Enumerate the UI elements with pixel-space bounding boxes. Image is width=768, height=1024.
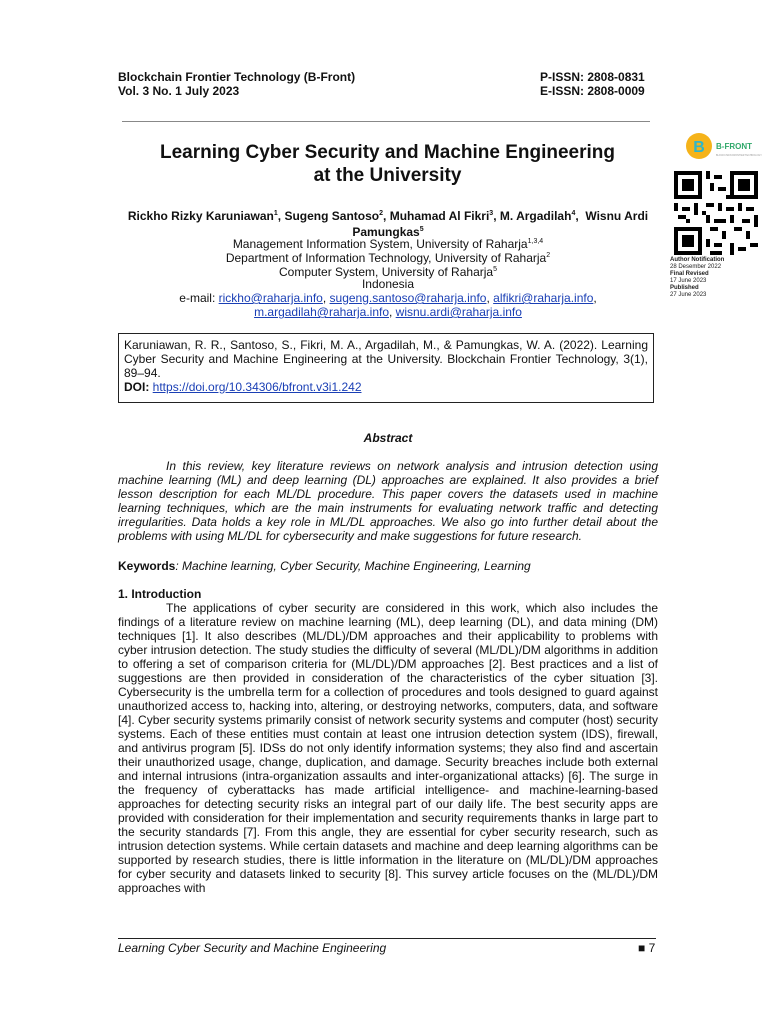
header-divider	[122, 121, 650, 122]
email-link[interactable]: m.argadilah@raharja.info	[254, 305, 389, 319]
section-heading: 1. Introduction	[118, 587, 202, 601]
author-name: M. Argadilah	[499, 209, 572, 223]
author-name: Muhamad Al Fikri	[389, 209, 490, 223]
doi-label: DOI:	[124, 380, 153, 394]
title-line-2: at the University	[313, 165, 462, 186]
email-link[interactable]: rickho@raharja.info	[218, 291, 323, 305]
email-link[interactable]: alfikri@raharja.info	[493, 291, 594, 305]
affiliation-2: Department of Information Technology, University of Raharja$^2$	[225, 251, 551, 265]
logo-subtext: BLOCKCHAIN FRONTIER TECHNOLOGY	[716, 154, 762, 157]
email-link[interactable]: wisnu.ardi@raharja.info	[395, 305, 522, 319]
title-line-1: Learning Cyber Security and Machine Engineering	[159, 142, 616, 163]
affiliation-1: Management Information System, University of Raharja$^{1,3,4}$	[232, 237, 544, 251]
affiliation-3: Computer System, University of Raharja$^5$	[279, 265, 497, 279]
journal-name: Blockchain Frontier Technology (B-Front)	[118, 70, 356, 84]
revised-date: 17 June 2023	[670, 278, 707, 284]
citation-text: Karuniawan, R. R., Santoso, S., Fikri, M. A., Argadilah, M., & Pamungkas, W. A. (2022). Learning Cyber Security and Machine Engineering at the University. Blockchain Frontier Technology, 3(1), 89–94.	[124, 338, 648, 380]
keywords	[118, 559, 658, 573]
keywords-label: Keywords	[118, 559, 176, 573]
notification-date: 28 Desember 2022	[670, 264, 722, 270]
revised-label: Final Revised	[670, 271, 709, 277]
published-label: Published	[670, 285, 699, 291]
author-name: Sugeng Santoso	[284, 209, 380, 223]
introduction-text: The applications of cyber security are considered in this work, which also includes the findings of a literature review on machine learning (ML), deep learning (DL), and data mining (DM) techniques [1]. It also describes (ML/DL)/DM approaches and their applicability to problems with cyber intrusion detection. The study studies the difficulty of several (ML/DL)/DM algorithms in addition to offering a set of comparison criteria for (ML/DL)/DM approaches [2]. Best practices and a list of suggestions are then provided in consideration of the characteristics of the cyber situation [3]. Cybersecurity is the umbrella term for a collection of procedures and tools designed to guard against unauthorized access to, hacking into, altering, or destroying networks, computers, data, and software [4]. Cyber security systems primarily consist of network security systems and computer (host) security systems. Each of these entities must contain at least one intrusion detection system (IDS), firewall, and antivirus program [5]. IDSs do not only identify information systems; they also find and ascertain their unauthorized usage, change, duplication, and damage. Security breaches include both external and internal intrusions (intra-organization assaults and inter-organizational attacks) [6]. The surge in the frequency of cyberattacks has made artificial intelligence- and machine-learning-based approaches for detecting security risks an integral part of our daily life. The best security apps are provided with consideration for their implementation and security requirements thanks in large part to the security standards [7]. From this angle, they are essential for cyber security research, such as intrusion detection systems. While certain datasets and machine and deep learning algorithms can be supported by research studies, there is little information in the literature on (ML/DL)/DM approaches for cyber security and datasets linked to security [8]. This survey article focuses on the (ML/DL)/DM approaches with	[118, 601, 658, 895]
journal-volume: Vol. 3 No. 1 July 2023	[118, 84, 240, 98]
notification-label: Author Notification	[670, 257, 725, 263]
footer-title: Learning Cyber Security and Machine Engineering	[118, 941, 387, 955]
svg-text:B: B	[693, 139, 705, 156]
footer-divider	[118, 938, 656, 939]
email-link[interactable]: sugeng.santoso@raharja.info	[329, 291, 487, 305]
doi-link[interactable]: https://doi.org/10.34306/bfront.v3i1.242	[152, 380, 362, 394]
email-line: e-mail: rickho@raharja.info, sugeng.santoso@raharja.info, alfikri@raharja.info, m.argadilah@raharja.info, wisnu.ardi@raharja.info	[179, 291, 597, 319]
logo-text: B-FRONT	[716, 142, 752, 151]
citation-box	[118, 333, 654, 403]
qr-code[interactable]	[674, 171, 758, 255]
page-number: ■ 7	[638, 941, 656, 955]
journal-logo	[684, 126, 762, 166]
affiliation-country: Indonesia	[361, 277, 415, 291]
published-date: 27 June 2023	[670, 292, 707, 298]
author-name: Rickho Rizky Karuniawan	[127, 209, 274, 223]
abstract-text: In this review, key literature reviews on network analysis and intrusion detection using machine learning (ML) and deep learning (DL) approaches are explained. It also provides a brief lesson description for each ML/DL procedure. This paper covers the datasets used in machine learning techniques, which are the main instruments for evaluating network traffic and detecting irregularities. Data holds a key role in ML/DL approaches. We also go into further detail about the problems with using ML/DL for cybersecurity and make suggestions for future research.	[118, 459, 658, 543]
keywords-text: : Machine learning, Cyber Security, Machine Engineering, Learning	[175, 559, 531, 573]
abstract-heading: Abstract	[363, 431, 413, 445]
pissn: P-ISSN: 2808-0831	[540, 70, 645, 84]
author-name: Wisnu Ardi Pamungkas	[352, 209, 649, 239]
eissn: E-ISSN: 2808-0009	[540, 84, 645, 98]
paper-title	[110, 141, 665, 187]
author-list: Rickho Rizky Karuniawan$^1$, Sugeng Santoso$^2$, Muhamad Al Fikri$^3$, M. Argadilah$^4$, Wisnu Ardi Pamungkas$^5$	[127, 209, 649, 239]
